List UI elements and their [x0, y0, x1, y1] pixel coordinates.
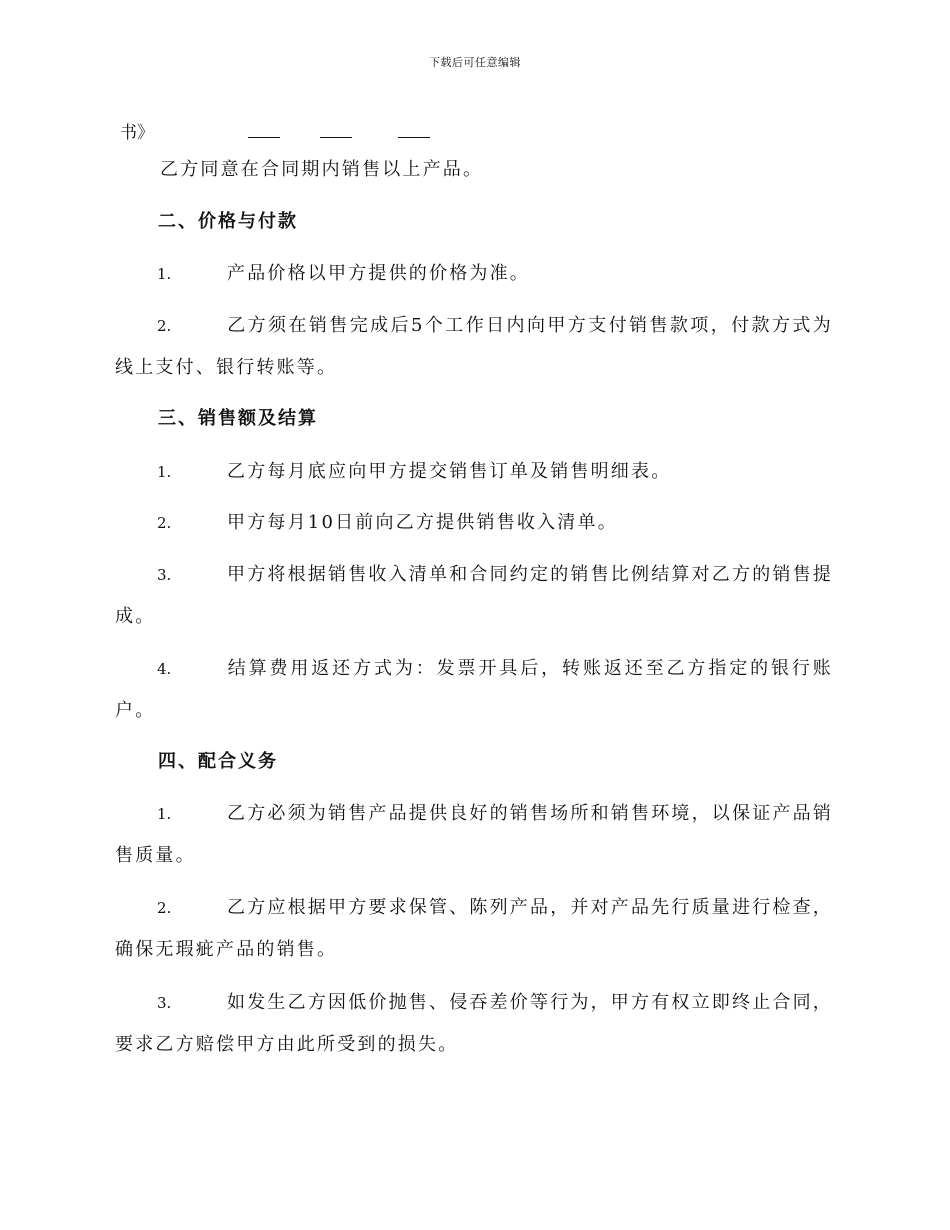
title-fragment: 书》	[120, 123, 154, 143]
clause-item	[115, 554, 833, 638]
section-heading-price-payment: 二、价格与付款	[158, 211, 298, 232]
clause-text: 乙方每月底应向甲方提交销售订单及销售明细表。	[227, 461, 672, 482]
clause-number: 2.	[157, 899, 172, 917]
clause-text: 甲方将根据销售收入清单和合同约定的销售比例结算对乙方的销售提成。	[115, 564, 833, 627]
clause-item	[115, 451, 833, 493]
clause-text: 乙方必须为销售产品提供良好的销售场所和销售环境，以保证产品销售质量。	[115, 803, 833, 866]
clause-text: 如发生乙方因低价抛售、侵吞差价等行为，甲方有权立即终止合同，要求乙方赔偿甲方由此所受到的损失。	[115, 992, 833, 1055]
clause-text: 乙方应根据甲方要求保管、陈列产品，并对产品先行质量进行检查，确保无瑕疵产品的销售。	[115, 897, 833, 960]
clause-item	[115, 887, 833, 971]
clause-item	[115, 502, 833, 544]
fill-in-blank-3	[398, 137, 430, 138]
clause-number: 4.	[157, 660, 172, 678]
section-heading-sales-settlement: 三、销售额及结算	[158, 408, 318, 429]
section-heading-cooperation-obligations: 四、配合义务	[158, 751, 278, 772]
clause-number: 1.	[157, 265, 172, 283]
page-header: 下载后可任意编辑	[429, 56, 521, 69]
clause-item	[115, 253, 833, 295]
fill-in-blank-1	[248, 137, 280, 138]
clause-number: 2.	[157, 317, 172, 335]
clause-number: 1.	[157, 805, 172, 823]
clause-text: 甲方每月10日前向乙方提供销售收入清单。	[227, 512, 618, 533]
clause-number: 3.	[157, 566, 172, 584]
clause-item	[115, 305, 833, 389]
clause-text: 结算费用返还方式为：发票开具后，转账返还至乙方指定的银行账户。	[115, 658, 833, 721]
fill-in-blank-2	[320, 137, 352, 138]
intro-paragraph: 乙方同意在合同期内销售以上产品。	[160, 159, 484, 180]
clause-number: 2.	[157, 514, 172, 532]
clause-number: 1.	[157, 463, 172, 481]
clause-number: 3.	[157, 994, 172, 1012]
clause-item	[115, 648, 833, 732]
clause-item	[115, 982, 833, 1066]
clause-item	[115, 793, 833, 877]
clause-text: 乙方须在销售完成后5个工作日内向甲方支付销售款项，付款方式为线上支付、银行转账等。	[115, 315, 833, 378]
clause-text: 产品价格以甲方提供的价格为准。	[227, 263, 530, 284]
